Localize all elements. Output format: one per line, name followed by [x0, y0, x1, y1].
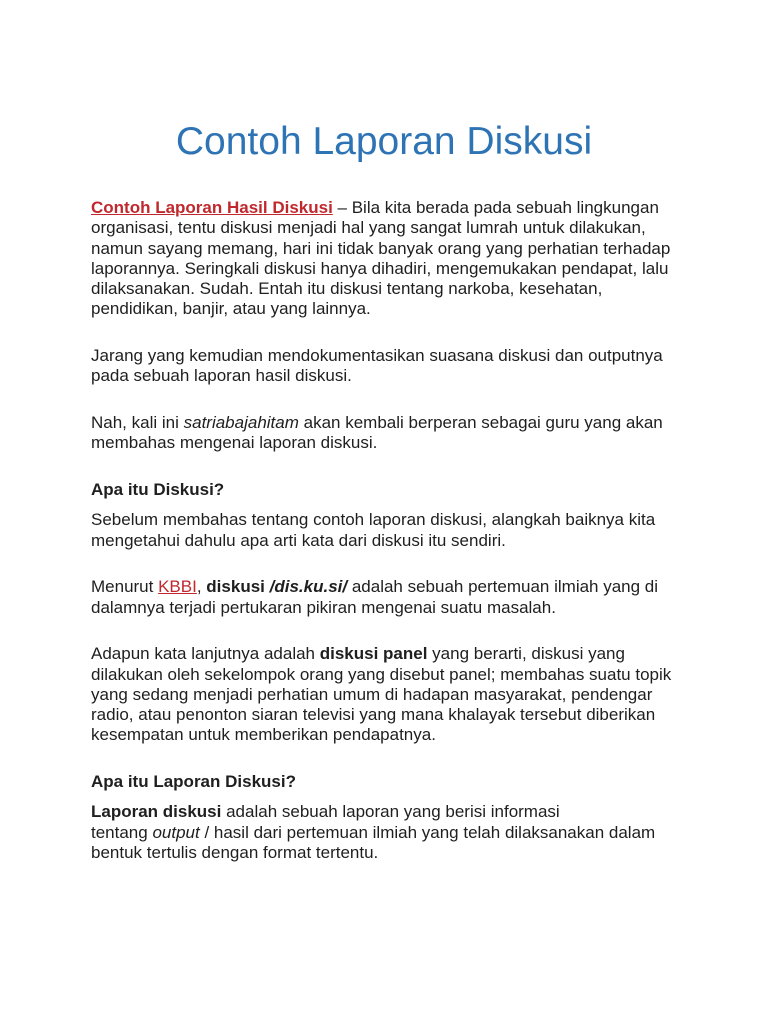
text-line [91, 299, 731, 319]
paragraph [91, 644, 731, 745]
text-line [91, 725, 731, 745]
text-line [91, 198, 731, 218]
text-run: bentuk tertulis dengan format tertentu. [91, 842, 379, 862]
link-kbbi[interactable]: KBBI [158, 577, 197, 597]
italic-text: output [152, 822, 200, 842]
section-heading [91, 772, 731, 792]
bold-text: diskusi [206, 577, 265, 597]
text-run: yang sedang menjadi perhatian umum di hadapan masyarakat, pendengar [91, 684, 653, 704]
text-run: Jarang yang kemudian mendokumentasikan suasana diskusi dan outputnya [91, 346, 663, 365]
text-run: Sebelum membahas tentang contoh laporan diskusi, alangkah baiknya kita [91, 510, 656, 530]
bold-text: Laporan diskusi [91, 802, 222, 822]
paragraph [91, 198, 731, 320]
text-run: mengetahui dahulu apa arti kata dari diskusi itu sendiri. [91, 530, 506, 550]
text-line [91, 413, 731, 433]
text-run: adalah sebuah laporan yang berisi informasi [221, 802, 560, 822]
paragraph [91, 577, 731, 618]
text-run: pendidikan, banjir, atau yang lainnya. [91, 299, 371, 319]
text-line [91, 346, 731, 366]
text-run: Adapun kata lanjutnya adalah [91, 644, 320, 664]
paragraph [91, 510, 731, 551]
text-run: radio, atau penonton siaran televisi yang mana khalayak tersebut diberikan [91, 705, 656, 724]
bold-text: diskusi panel [319, 644, 428, 664]
text-run: pada sebuah laporan hasil diskusi. [91, 366, 352, 386]
text-line [91, 685, 731, 705]
text-run: kesempatan untuk memberikan pendapatnya. [91, 725, 436, 745]
text-run: dalamnya terjadi pertukaran pikiran mengenai suatu masalah. [91, 597, 556, 617]
paragraph [91, 802, 731, 863]
paragraph [91, 413, 731, 454]
bold-italic-text: /dis.ku.si/ [269, 577, 348, 597]
text-line [91, 705, 731, 725]
text-line [91, 531, 731, 551]
text-line [91, 665, 731, 685]
text-line [91, 480, 731, 500]
text-run: , [196, 577, 207, 597]
text-line [91, 644, 731, 664]
text-line [91, 510, 731, 530]
text-run: yang berarti, diskusi yang [427, 644, 625, 664]
text-run: membahas mengenai laporan diskusi. [91, 433, 378, 453]
text-line [91, 772, 731, 792]
text-line [91, 802, 731, 822]
text-run: adalah sebuah pertemuan ilmiah yang di [347, 577, 659, 597]
link-contoh-laporan-hasil-diskusi[interactable]: Contoh Laporan Hasil Diskusi [91, 198, 333, 217]
text-run: / hasil dari pertemuan ilmiah yang telah dilaksanakan dalam [199, 822, 656, 842]
text-run: dilaksanakan. Sudah. Entah itu diskusi tentang narkoba, kesehatan, [91, 279, 603, 298]
document-body [91, 198, 731, 890]
paragraph [91, 346, 731, 387]
text-line [91, 433, 731, 453]
text-run: Menurut [91, 577, 159, 597]
text-line [91, 279, 731, 299]
text-run: – Bila kita berada pada sebuah lingkungan [332, 198, 659, 217]
text-run: Apa itu Laporan Diskusi? [91, 772, 296, 791]
text-run: Nah, kali ini [91, 413, 184, 432]
text-run: dilakukan oleh sekelompok orang yang disebut panel; membahas suatu topik [91, 664, 672, 684]
text-line [91, 366, 731, 386]
section-heading [91, 480, 731, 500]
text-line [91, 843, 731, 863]
text-line [91, 259, 731, 279]
document-title: Contoh Laporan Diskusi [175, 120, 593, 163]
text-run: laporannya. Seringkali diskusi hanya dihadiri, mengemukakan pendapat, lalu [91, 258, 669, 278]
text-line [91, 218, 731, 238]
text-run: akan kembali berperan sebagai guru yang akan [298, 413, 663, 432]
text-line [91, 823, 731, 843]
text-run: Apa itu Diskusi? [91, 480, 225, 499]
text-run: namun sayang memang, hari ini tidak banyak orang yang perhatian terhadap [91, 238, 671, 258]
text-line [91, 577, 731, 597]
text-line [91, 239, 731, 259]
text-line [91, 598, 731, 618]
text-run: tentang [91, 822, 153, 842]
italic-text: satriabajahitam [183, 413, 299, 432]
text-run: organisasi, tentu diskusi menjadi hal yang sangat lumrah untuk dilakukan, [91, 218, 646, 238]
